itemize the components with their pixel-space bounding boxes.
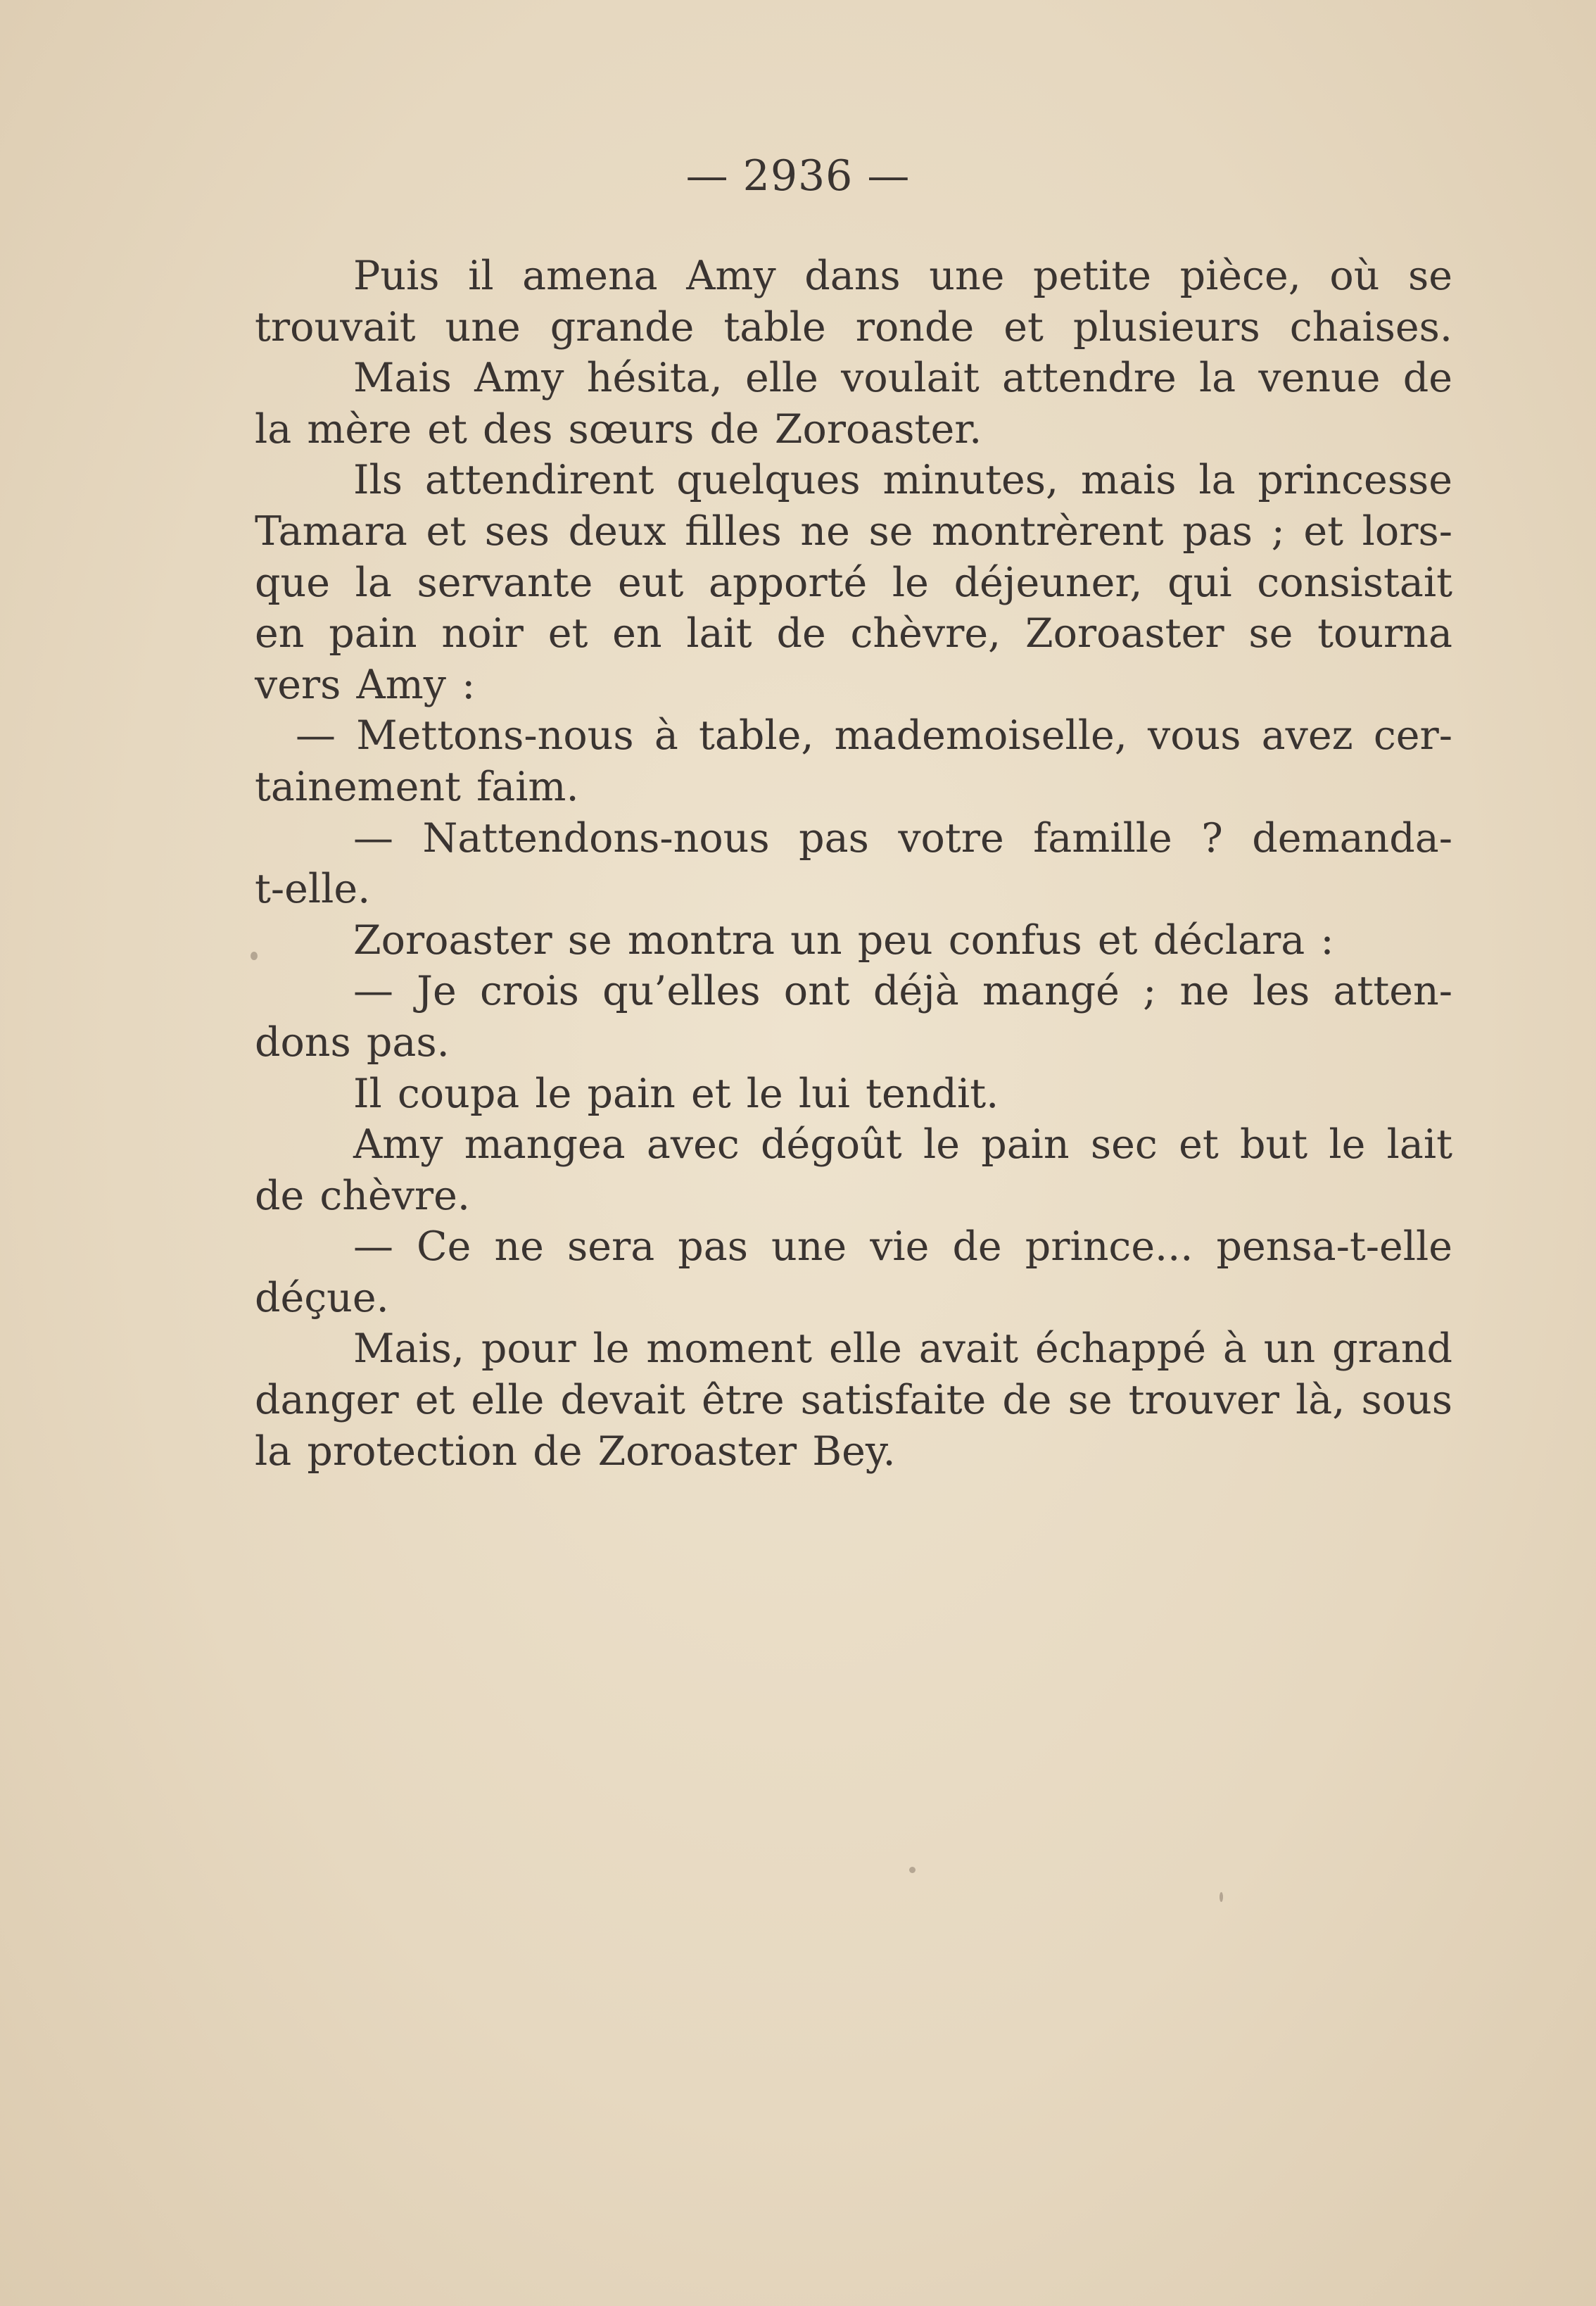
paper-speck xyxy=(251,952,258,960)
text-line: Mais Amy hésita, elle voulait attendre la venue de xyxy=(353,355,1452,402)
text-line: trouvait une grande table ronde et plusieurs chaises. xyxy=(255,303,1452,351)
dialogue-line: — Nattendons-nous pas votre famille ? demanda- xyxy=(353,814,1452,862)
text-line: la protection de Zoroaster Bey. xyxy=(255,1428,896,1475)
text-line: la mère et des sœurs de Zoroaster. xyxy=(255,405,982,453)
text-line: dons pas. xyxy=(255,1019,450,1066)
text-line: vers Amy : xyxy=(255,661,476,708)
dialogue-line: — Je crois qu’elles ont déjà mangé ; ne les atten- xyxy=(353,968,1452,1015)
dialogue-line: — Mettons-nous à table, mademoiselle, vous avez cer- xyxy=(296,712,1452,760)
text-line: en pain noir et en lait de chèvre, Zoroaster se tourna xyxy=(255,610,1452,657)
text-line: de chèvre. xyxy=(255,1172,471,1219)
dialogue-line: — Ce ne sera pas une vie de prince... pensa-t-elle xyxy=(353,1223,1452,1271)
body-text xyxy=(255,251,1452,1477)
text-line: Amy mangea avec dégoût le pain sec et but le lait xyxy=(353,1121,1452,1168)
text-line: Zoroaster se montra un peu confus et déclara : xyxy=(353,916,1334,964)
paper-speck xyxy=(1220,1892,1223,1902)
text-line: tainement faim. xyxy=(255,763,579,810)
text-line: danger et elle devait être satisfaite de se trouver là, sous xyxy=(255,1377,1452,1424)
text-line: Mais, pour le moment elle avait échappé à un grand xyxy=(353,1325,1452,1373)
text-line: que la servante eut apporté le déjeuner, qui consistait xyxy=(255,559,1452,606)
text-line: déçue. xyxy=(255,1274,389,1321)
text-line: Tamara et ses deux filles ne se montrèrent pas ; et lors- xyxy=(255,508,1452,555)
paper-speck xyxy=(909,1867,916,1873)
text-line: Ils attendirent quelques minutes, mais la princesse xyxy=(353,457,1452,504)
text-line: Puis il amena Amy dans une petite pièce, où se xyxy=(353,253,1452,299)
text-line: t-elle. xyxy=(255,866,371,913)
page-number: — 2936 — xyxy=(685,151,911,201)
text-line: Il coupa le pain et le lui tendit. xyxy=(353,1070,999,1117)
